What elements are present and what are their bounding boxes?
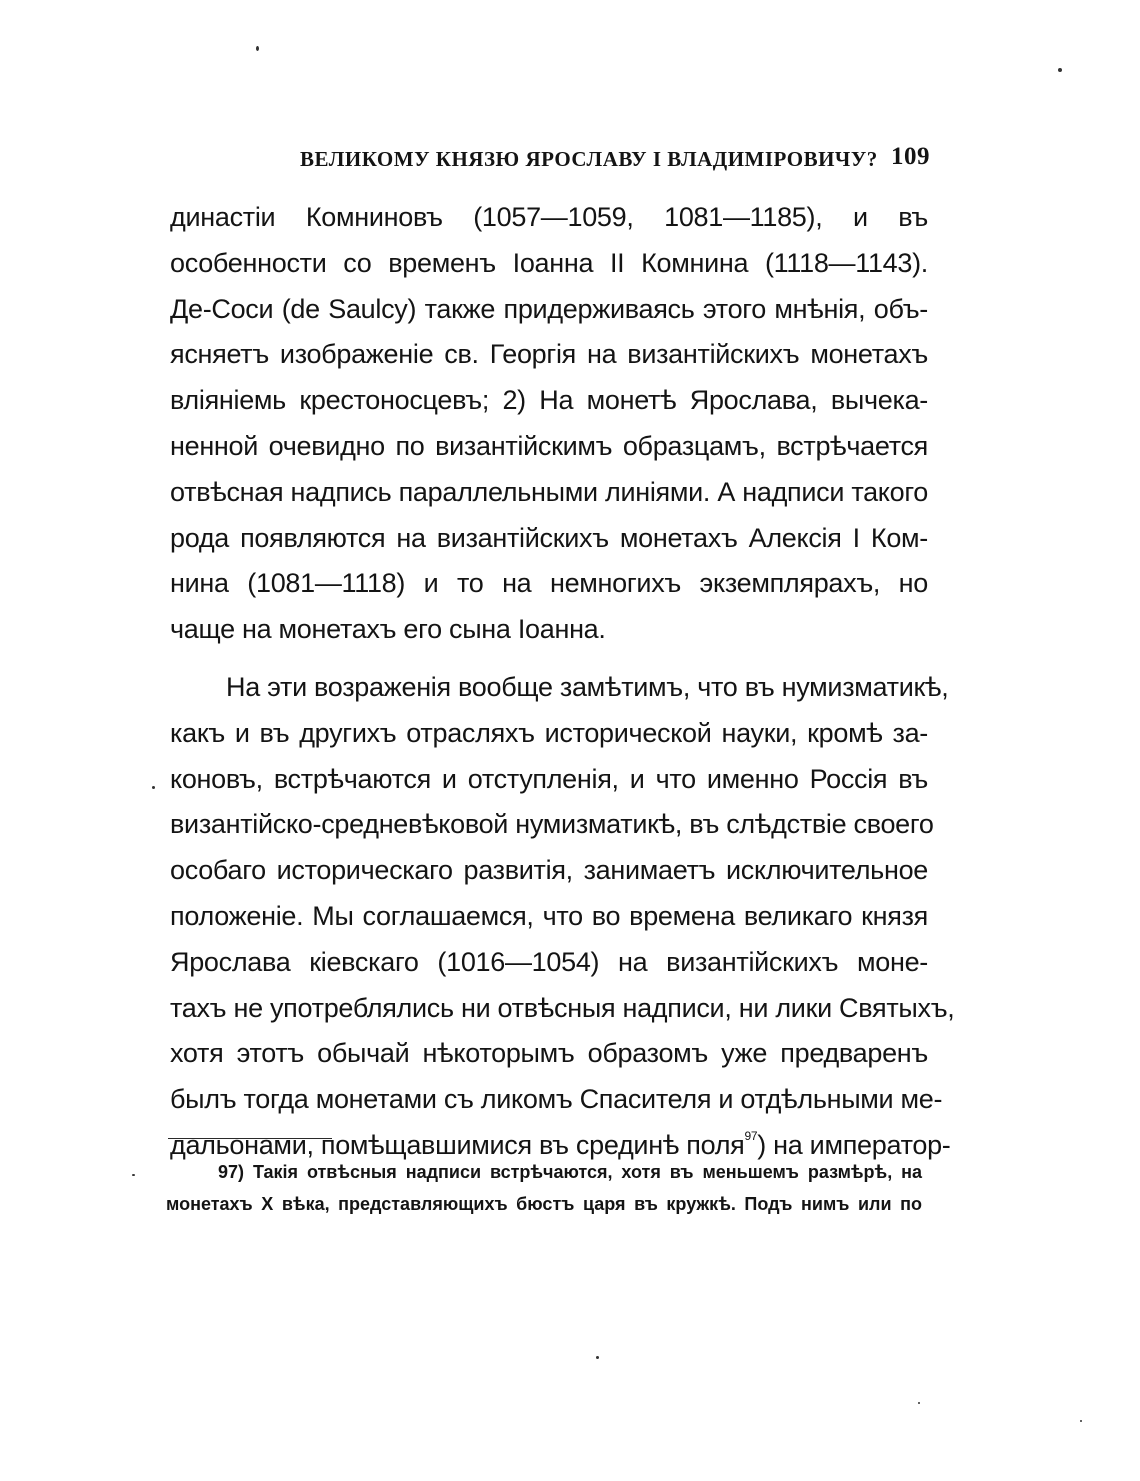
text-line-part: ) на император-: [757, 1129, 951, 1160]
text-line: отвѣсная надпись параллельными линіями. А надписи такого: [170, 476, 928, 507]
page-number: 109: [891, 143, 930, 170]
text-line: Де-Соси (de Saulcy) также придерживаясь этого мнѣнія, объ-: [170, 293, 928, 324]
scan-speck: [596, 1356, 599, 1359]
text-line: вліяніемь крестоносцевъ; 2) На монетѣ Ярослава, вычека-: [170, 385, 928, 416]
scan-speck: [256, 46, 259, 51]
text-line: какъ и въ другихъ отрасляхъ исторической науки, кромѣ за-: [170, 717, 928, 748]
text-line: династіи Комниновъ (1057—1059, 1081—1185), и въ: [170, 202, 928, 232]
scan-speck: [1080, 1420, 1082, 1422]
scan-speck: [918, 1402, 920, 1404]
footnote-divider: [168, 1138, 332, 1139]
text-line: На эти возраженія вообще замѣтимъ, что въ нумизматикѣ,: [226, 671, 949, 702]
footnote-line: монетахъ X вѣка, представляющихъ бюстъ царя въ кружкѣ. Подъ нимъ или по: [166, 1194, 922, 1214]
paragraph-2: [170, 665, 955, 1169]
running-head: [300, 143, 930, 177]
text-line: положеніе. Мы соглашаемся, что во времена великаго князя: [170, 900, 928, 931]
footnote-line: 97) Такія отвѣсныя надписи встрѣчаются, хотя въ меньшемъ размѣрѣ, на: [218, 1162, 922, 1182]
running-head-title: ВЕЛИКОМУ КНЯЗЮ ЯРОСЛАВУ І ВЛАДИМІРОВИЧУ?: [300, 147, 878, 171]
text-line: особенности со временъ Іоанна II Комнина (1118—1143).: [170, 247, 928, 278]
scan-speck: [1058, 68, 1062, 72]
paragraph-gap: [170, 653, 928, 665]
text-line: особаго историческаго развитія, занимаетъ исключительное: [170, 855, 928, 886]
text-line: рода появляются на византійскихъ монетахъ Алексія I Ком-: [170, 522, 928, 553]
paragraph-1: [170, 195, 928, 653]
text-line: Ярослава кіевскаго (1016—1054) на византійскихъ моне-: [170, 946, 928, 977]
text-line: хотя этотъ обычай нѣкоторымъ образомъ уже предваренъ: [170, 1038, 928, 1069]
text-line: ненной очевидно по византійскимъ образцамъ, встрѣчается: [170, 430, 928, 461]
text-line: тахъ не употреблялись ни отвѣсныя надписи, ни лики Святыхъ,: [170, 992, 955, 1023]
text-line-part: дальонами, помѣщавшимися въ срединѣ поля: [170, 1129, 745, 1160]
text-line: былъ тогда монетами съ ликомъ Спасителя и отдѣльными ме-: [170, 1084, 943, 1115]
scan-speck: [132, 1174, 135, 1176]
scan-speck: [152, 786, 155, 789]
text-line: нина (1081—1118) и то на немногихъ экземплярахъ, но: [170, 568, 928, 599]
text-line: византійско-средневѣковой нумизматикѣ, въ слѣдствіе своего: [170, 809, 934, 840]
text-line: чаще на монетахъ его сына Іоанна.: [170, 614, 606, 645]
footnote: [166, 1156, 922, 1220]
body-text: [170, 195, 955, 1169]
text-line: коновъ, встрѣчаются и отступленія, и что именно Россія въ: [170, 763, 928, 794]
text-line: ясняетъ изображеніе св. Георгія на византійскихъ монетахъ: [170, 339, 928, 370]
footnote-reference: 97: [744, 1128, 758, 1143]
